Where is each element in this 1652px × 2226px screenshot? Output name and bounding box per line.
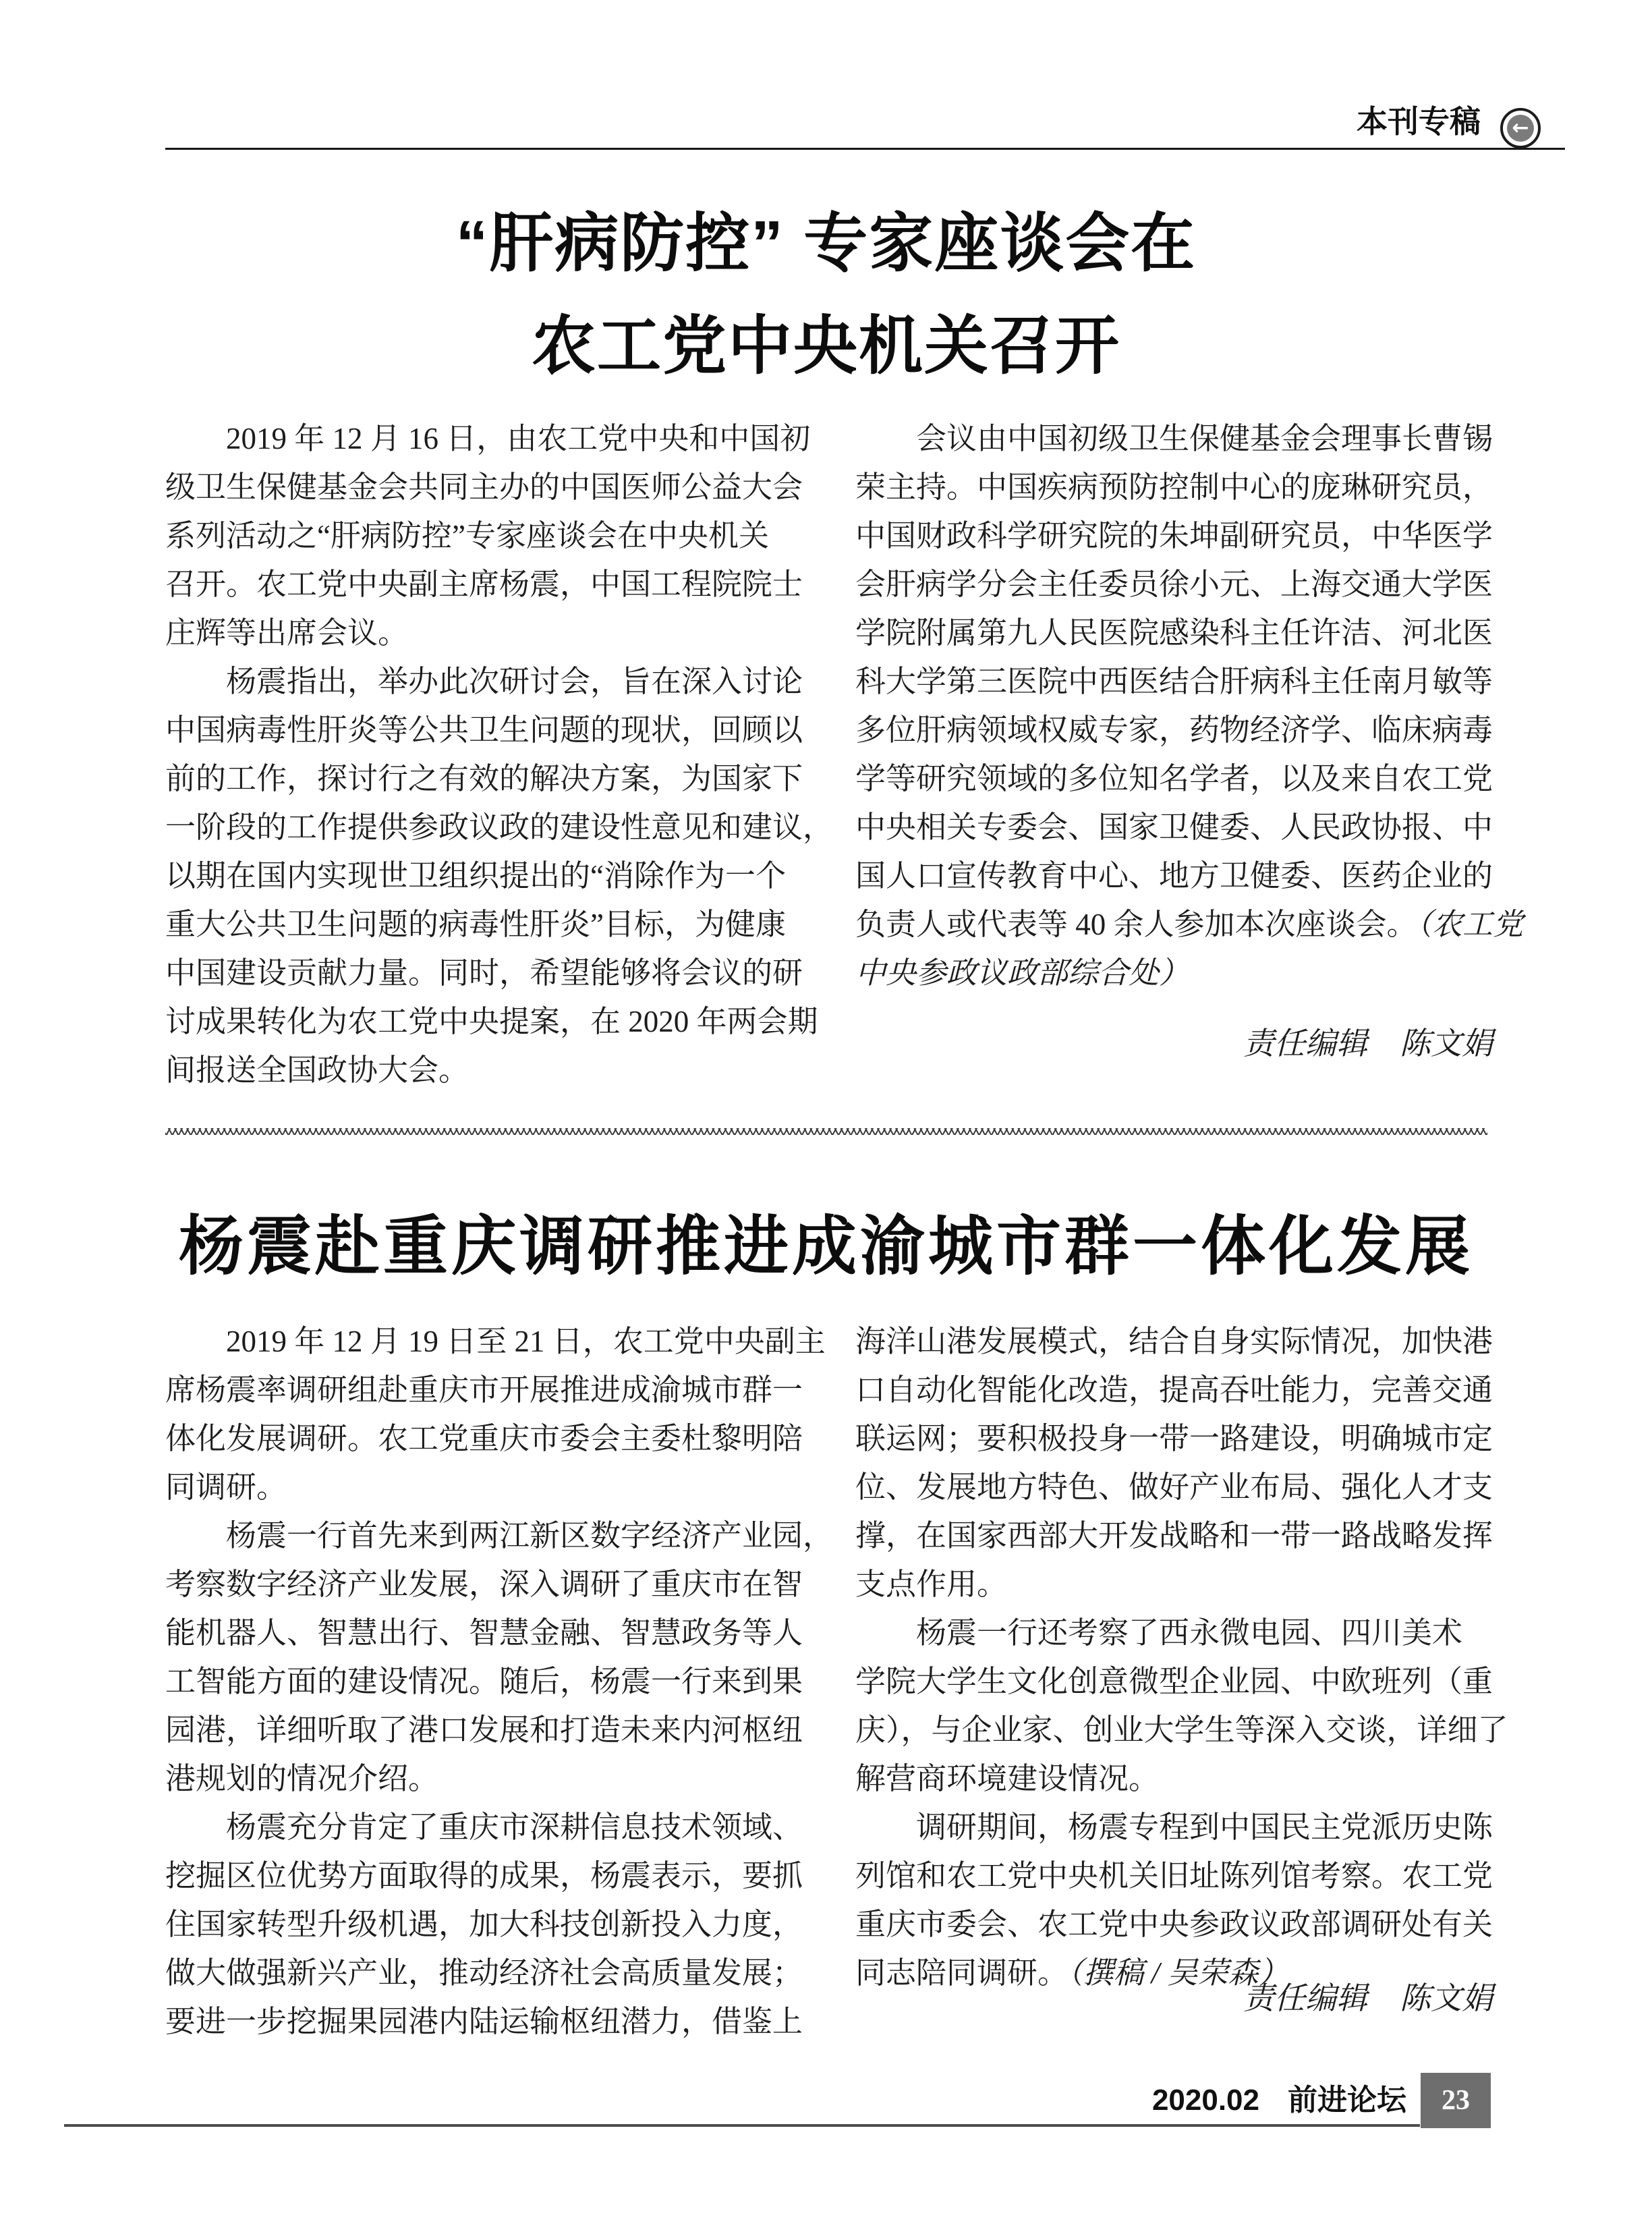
text-line: 中国建设贡献力量。同时，希望能够将会议的研 bbox=[165, 956, 803, 990]
text-line: 学院附属第九人民医院感染科主任许洁、河北医 bbox=[855, 616, 1493, 650]
arrow-left-circle-icon bbox=[1500, 108, 1541, 148]
footer-issue: 2020.02 bbox=[1151, 2084, 1259, 2117]
header-rule bbox=[165, 148, 1565, 150]
text-line: 杨震一行首先来到两江新区数字经济产业园， bbox=[226, 1519, 834, 1553]
text-line: 重庆市委会、农工党中央参政议政部调研处有关 bbox=[855, 1908, 1493, 1941]
text-line: 海洋山港发展模式，结合自身实际情况，加快港 bbox=[855, 1325, 1493, 1358]
text-line: 联运网；要积极投身一带一路建设，明确城市定 bbox=[855, 1422, 1493, 1455]
text-line: 级卫生保健基金会共同主办的中国医师公益大会 bbox=[165, 470, 803, 504]
article2-left-column bbox=[165, 1317, 834, 2046]
text-line: 2019 年 12 月 16 日，由农工党中央和中国初 bbox=[226, 422, 811, 455]
text-line: 庄辉等出席会议。 bbox=[165, 616, 409, 650]
text-line: 会议由中国初级卫生保健基金会理事长曹锡 bbox=[916, 422, 1493, 455]
article1-right-column bbox=[855, 414, 1524, 997]
text-line: 荣主持。中国疾病预防控制中心的庞琳研究员， bbox=[855, 470, 1493, 504]
text-line: 能机器人、智慧出行、智慧金融、智慧政务等人 bbox=[165, 1616, 803, 1650]
article2-editor-credit bbox=[855, 1978, 1493, 2019]
text-line: 2019 年 12 月 19 日至 21 日，农工党中央副主 bbox=[226, 1325, 826, 1358]
article2-title: 杨震赴重庆调研推进成渝城市群一体化发展 bbox=[179, 1211, 1473, 1283]
text-line: 住国家转型升级机遇，加大科技创新投入力度， bbox=[165, 1908, 803, 1941]
text-line: 杨震指出，举办此次研讨会，旨在深入讨论 bbox=[226, 665, 803, 698]
article1-title-line2: 农工党中央机关召开 bbox=[531, 310, 1120, 382]
text-line: 会肝病学分会主任委员徐小元、上海交通大学医 bbox=[855, 567, 1493, 601]
text-line: 港规划的情况介绍。 bbox=[165, 1762, 439, 1796]
text-line: 撑，在国家西部大开发战略和一带一路战略发挥 bbox=[855, 1519, 1493, 1553]
text-line: 列馆和农工党中央机关旧址陈列馆考察。农工党 bbox=[855, 1859, 1493, 1893]
page-number-badge: 23 bbox=[1421, 2073, 1491, 2128]
footer-rule bbox=[64, 2124, 1420, 2127]
text-line: 杨震充分肯定了重庆市深耕信息技术领域、 bbox=[226, 1810, 803, 1844]
text-line: 园港，详细听取了港口发展和打造未来内河枢纽 bbox=[165, 1713, 803, 1747]
text-line: 解营商环境建设情况。 bbox=[855, 1762, 1160, 1796]
text-line: 重大公共卫生问题的病毒性肝炎”目标，为健康 bbox=[165, 908, 786, 941]
text-line: 讨成果转化为农工党中央提案，在 2020 年两会期 bbox=[165, 1005, 818, 1038]
text-line: 杨震一行还考察了西永微电园、四川美术 bbox=[916, 1616, 1463, 1650]
text-line: 召开。农工党中央副主席杨震，中国工程院院士 bbox=[165, 567, 803, 601]
text-line: 做大做强新兴产业，推动经济社会高质量发展； bbox=[165, 1956, 803, 1990]
text-line: 调研期间，杨震专程到中国民主党派历史陈 bbox=[916, 1810, 1493, 1844]
text-line: 挖掘区位优势方面取得的成果，杨震表示，要抓 bbox=[165, 1859, 803, 1893]
text-line: 一阶段的工作提供参政议政的建设性意见和建议， bbox=[165, 810, 834, 844]
text-line: 口自动化智能化改造，提高吞吐能力，完善交通 bbox=[855, 1373, 1493, 1407]
text-line: 系列活动之“肝病防控”专家座谈会在中央机关 bbox=[165, 519, 769, 553]
editor-label: 责任编辑 bbox=[1243, 1981, 1367, 2015]
kai-tail-text: （农工党 bbox=[1417, 908, 1524, 941]
text-line: 负责人或代表等 40 余人参加本次座谈会。（农工党 bbox=[855, 908, 1524, 941]
text-line: 科大学第三医院中西医结合肝病科主任南月敏等 bbox=[855, 665, 1493, 698]
text-line: 中国财政科学研究院的朱坤副研究员，中华医学 bbox=[855, 519, 1493, 553]
article1-title bbox=[0, 192, 1652, 397]
editor-name: 陈文娟 bbox=[1400, 1026, 1493, 1061]
article1-title-line1: “肝病防控” 专家座谈会在 bbox=[455, 208, 1197, 279]
text-line: 位、发展地方特色、做好产业布局、强化人才支 bbox=[855, 1470, 1493, 1504]
text-line: 学等研究领域的多位知名学者，以及来自农工党 bbox=[855, 762, 1493, 796]
editor-name: 陈文娟 bbox=[1400, 1981, 1493, 2015]
text-line: 中国病毒性肝炎等公共卫生问题的现状，回顾以 bbox=[165, 713, 803, 747]
article1-editor-credit bbox=[855, 1024, 1493, 1064]
text-line: 间报送全国政协大会。 bbox=[165, 1053, 469, 1087]
text-line: 庆），与企业家、创业大学生等深入交谈，详细了 bbox=[855, 1713, 1508, 1747]
text-line: 体化发展调研。农工党重庆市委会主委杜黎明陪 bbox=[165, 1422, 803, 1455]
text-line: 支点作用。 bbox=[855, 1567, 1008, 1601]
text-line: 多位肝病领域权威专家，药物经济学、临床病毒 bbox=[855, 713, 1493, 747]
section-divider bbox=[165, 1128, 1487, 1135]
text-line: 考察数字经济产业发展，深入调研了重庆市在智 bbox=[165, 1567, 803, 1601]
text-line: 以期在国内实现世卫组织提出的“消除作为一个 bbox=[165, 859, 786, 893]
text-line: 前的工作，探讨行之有效的解决方案，为国家下 bbox=[165, 762, 803, 796]
section-header-label: 本刊专稿 bbox=[1357, 104, 1481, 139]
text-line: 国人口宣传教育中心、地方卫健委、医药企业的 bbox=[855, 859, 1493, 893]
article1-left-column bbox=[165, 414, 834, 1094]
text-line: 中央参政议政部综合处） bbox=[855, 956, 1190, 990]
text-line: 席杨震率调研组赴重庆市开展推进成渝城市群一 bbox=[165, 1373, 803, 1407]
article2-right-column bbox=[855, 1317, 1508, 1997]
text-line: 同志陪同调研。（撰稿 / 吴荣森） bbox=[855, 1956, 1289, 1990]
text-line: 同调研。 bbox=[165, 1470, 287, 1504]
text-line: 中央相关专委会、国家卫健委、人民政协报、中 bbox=[855, 810, 1493, 844]
text-line: 学院大学生文化创意微型企业园、中欧班列（重 bbox=[855, 1665, 1493, 1698]
text-line: 工智能方面的建设情况。随后，杨震一行来到果 bbox=[165, 1665, 803, 1698]
footer-journal-name: 前进论坛 bbox=[1288, 2084, 1406, 2117]
arrow-left-glyph: ← bbox=[1507, 115, 1534, 142]
editor-label: 责任编辑 bbox=[1243, 1026, 1367, 1061]
text-line: 要进一步挖掘果园港内陆运输枢纽潜力，借鉴上 bbox=[165, 2005, 803, 2038]
kai-tail-text: （撰稿 / 吴荣森） bbox=[1068, 1956, 1289, 1990]
footer-issue-journal bbox=[0, 2077, 1406, 2124]
